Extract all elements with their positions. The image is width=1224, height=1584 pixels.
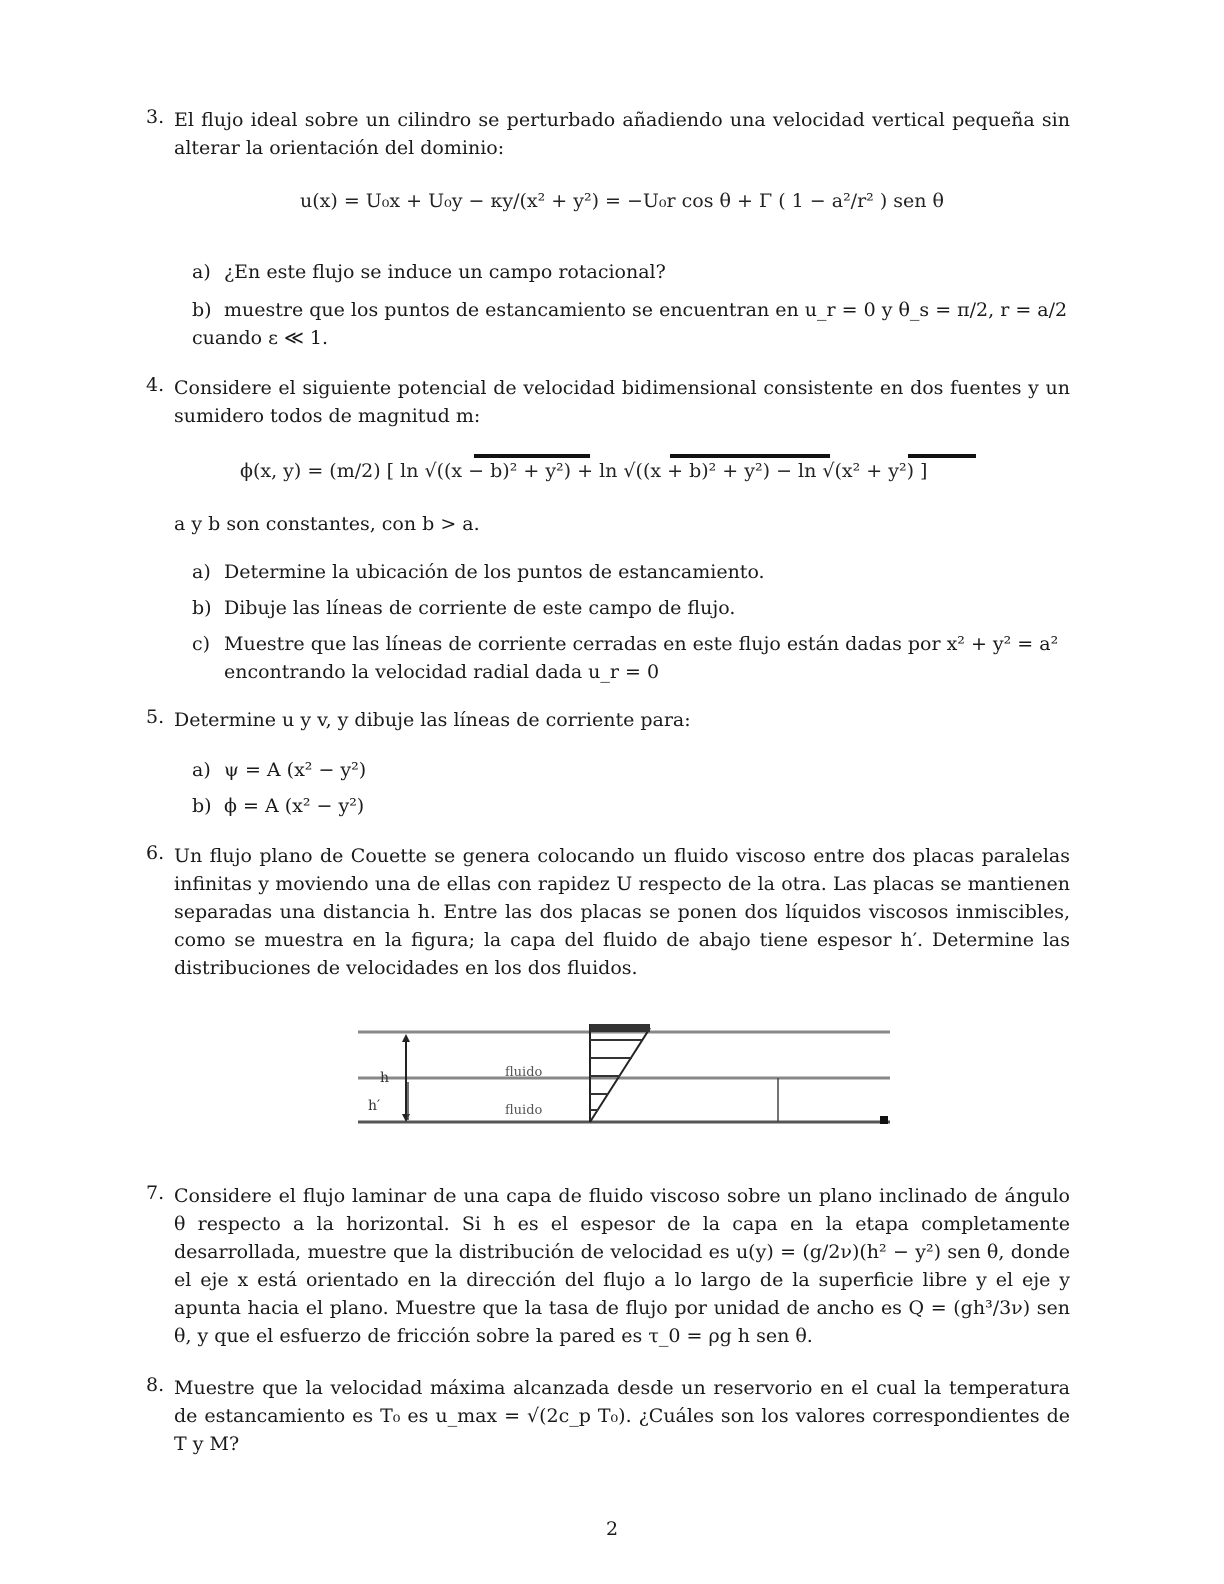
problem-text: El flujo ideal sobre un cilindro se perturbado añadiendo una velocidad vertical pequeña sin alterar la orientación del dominio: [174, 109, 1070, 159]
problem-number: 7. [146, 1182, 165, 1204]
item-4a [192, 558, 1070, 586]
problem-number: 4. [146, 374, 165, 396]
problem-text: Determine u y v, y dibuje las líneas de corriente para: [174, 709, 691, 731]
item-label: b) [192, 299, 212, 321]
item-5b [192, 792, 1070, 820]
arrow-up-icon [402, 1034, 410, 1042]
item-text: Dibuje las líneas de corriente de este campo de flujo. [224, 597, 736, 619]
item-text: ¿En este flujo se induce un campo rotacional? [224, 261, 666, 283]
item-text: Determine la ubicación de los puntos de estancamiento. [224, 561, 765, 583]
couette-figure [350, 1010, 900, 1140]
item-label: a) [192, 561, 211, 583]
problem-4-conditions [146, 510, 1070, 538]
upper-fluid-label: fluido [505, 1065, 543, 1080]
item-label: c) [192, 633, 211, 655]
item-text: muestre que los puntos de estancamiento se encuentran en u_r = 0 y θ_s = π/2, r = a/2 cuando ε ≪ 1. [192, 299, 1068, 349]
item-4b [192, 594, 1070, 622]
item-label: b) [192, 597, 212, 619]
problem-text: Un flujo plano de Couette se genera colocando un fluido viscoso entre dos placas paralelas infinitas y moviendo una de ellas con rapidez U respecto de la otra. Las placas se mantienen separadas una distancia h. Entre las dos placas se ponen dos líquidos viscosos inmiscibles, como se muestra en la figura; la capa del fluido de abajo tiene espesor h′. Determine las distribuciones de velocidades en los dos fluidos. [174, 845, 1070, 979]
problem-number: 6. [146, 842, 165, 864]
problem-6 [146, 842, 1070, 982]
problem-7 [146, 1182, 1070, 1350]
problem-4 [146, 374, 1070, 430]
sqrt-bar [474, 454, 590, 458]
problem-3 [146, 106, 1070, 162]
lower-fluid-label: fluido [505, 1103, 543, 1118]
problem-8 [146, 1374, 1070, 1458]
item-label: b) [192, 795, 212, 817]
item-4c-continued [192, 658, 1070, 686]
plate-end-marker [880, 1116, 888, 1124]
sqrt-bar [908, 454, 976, 458]
hp-label: h′ [368, 1098, 381, 1114]
item-text: encontrando la velocidad radial dada u_r = 0 [224, 661, 660, 683]
h-label: h [380, 1070, 390, 1086]
problem-number: 5. [146, 706, 165, 728]
item-label: a) [192, 261, 211, 283]
equation-3: u(x) = U₀x + U₀y − κy/(x² + y²) = −U₀r cos θ + Γ ( 1 − a²/r² ) sen θ [300, 190, 944, 212]
problem-text: Muestre que la velocidad máxima alcanzada desde un reservorio en el cual la temperatura de estancamiento es T₀ es u_max = √(2c_p T₀). ¿Cuáles son los valores correspondientes de T y M? [174, 1377, 1070, 1455]
problem-number: 8. [146, 1374, 165, 1396]
equation-4: ϕ(x, y) = (m/2) [ ln √((x − b)² + y²) + ln √((x + b)² + y²) − ln √(x² + y²) ] [240, 460, 928, 482]
page-number: 2 [605, 1518, 619, 1540]
item-3b [192, 296, 1070, 352]
item-label: a) [192, 759, 211, 781]
conditions-text: a y b son constantes, con b > a. [174, 513, 480, 535]
item-text: ψ = A (x² − y²) [224, 759, 367, 781]
problem-5 [146, 706, 1070, 734]
top-velocity-bar [590, 1024, 650, 1032]
problem-number: 3. [146, 106, 165, 128]
problem-text: Considere el flujo laminar de una capa de fluido viscoso sobre un plano inclinado de ángulo θ respecto a la horizontal. Si h es el espesor de la capa en la etapa completamente desarrollada, muestre que la distribución de velocidad es u(y) = (g/2ν)(h² − y²) sen θ, donde el eje x está orientado en la dirección del flujo a lo largo de la superficie libre y el eje y apunta hacia el plano. Muestre que la tasa de flujo por unidad de ancho es Q = (gh³/3ν) sen θ, y que el esfuerzo de fricción sobre la pared es τ_0 = ρg h sen θ. [174, 1185, 1070, 1347]
problem-text: Considere el siguiente potencial de velocidad bidimensional consistente en dos fuentes y un sumidero todos de magnitud m: [174, 377, 1070, 427]
item-4c [192, 630, 1070, 658]
item-5a [192, 756, 1070, 784]
item-text: Muestre que las líneas de corriente cerradas en este flujo están dadas por x² + y² = a² [224, 633, 1059, 655]
item-text: ϕ = A (x² − y²) [224, 795, 365, 817]
sqrt-bar [670, 454, 830, 458]
item-3a [192, 258, 1070, 286]
